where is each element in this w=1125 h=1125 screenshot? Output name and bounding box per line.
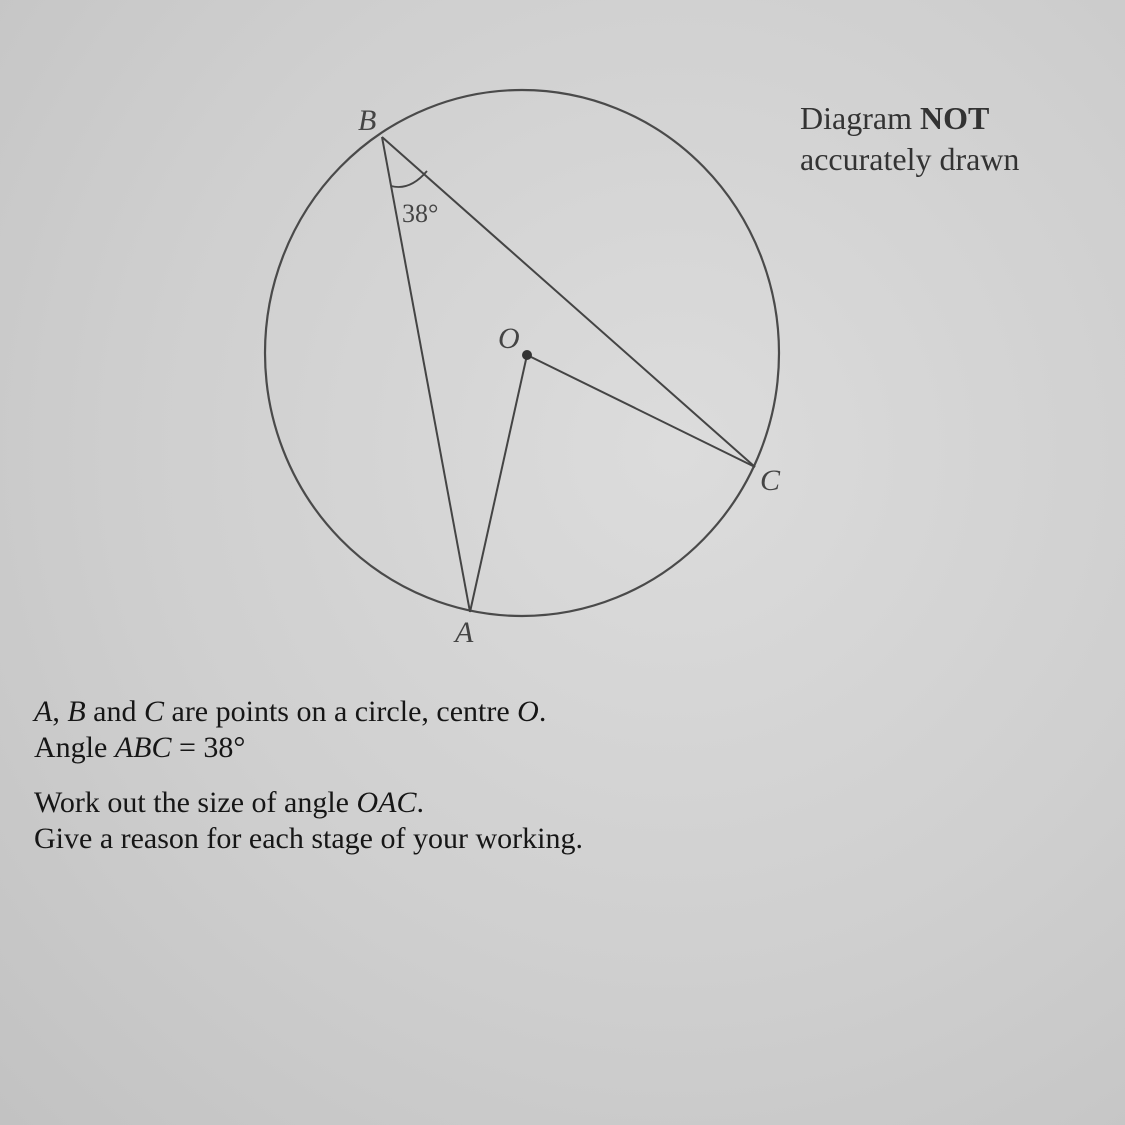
period: . [538, 695, 547, 728]
point-a: A [34, 695, 53, 728]
and-text: and [85, 695, 144, 728]
label-a: A [455, 616, 474, 649]
note-line-2: accurately drawn [800, 141, 1020, 177]
task-text: Work out the size of angle [34, 786, 357, 819]
angle-word: Angle [34, 731, 115, 764]
angle-oac: OAC [356, 786, 417, 819]
statement-text: are points on a circle, centre [164, 695, 518, 728]
given-line [34, 730, 546, 766]
circle [265, 90, 779, 616]
point-o: O [517, 695, 539, 728]
angle-abc: ABC [114, 731, 172, 764]
label-c: C [760, 464, 781, 497]
point-b: B [67, 695, 86, 728]
centre-point [522, 350, 532, 360]
comma: , [52, 695, 68, 728]
note-diagram-word: Diagram [800, 100, 912, 136]
label-o: O [498, 322, 520, 355]
diagram-note [800, 98, 1019, 180]
task-period: . [416, 786, 424, 819]
angle-arc-b [391, 171, 427, 187]
question-statement [34, 694, 546, 766]
label-b: B [358, 104, 377, 137]
radius-oa [470, 355, 527, 612]
angle-label: 38° [402, 199, 439, 228]
note-not-word: NOT [919, 100, 990, 136]
question-task [34, 785, 583, 857]
chord-bc [382, 137, 755, 467]
task-line-2: Give a reason for each stage of your working. [34, 822, 583, 855]
point-c: C [143, 695, 164, 728]
note-line-1 [800, 98, 1019, 139]
statement-line [34, 694, 546, 730]
radius-oc [527, 355, 755, 467]
task-line-1 [34, 785, 583, 821]
angle-value: = 38° [171, 731, 246, 764]
